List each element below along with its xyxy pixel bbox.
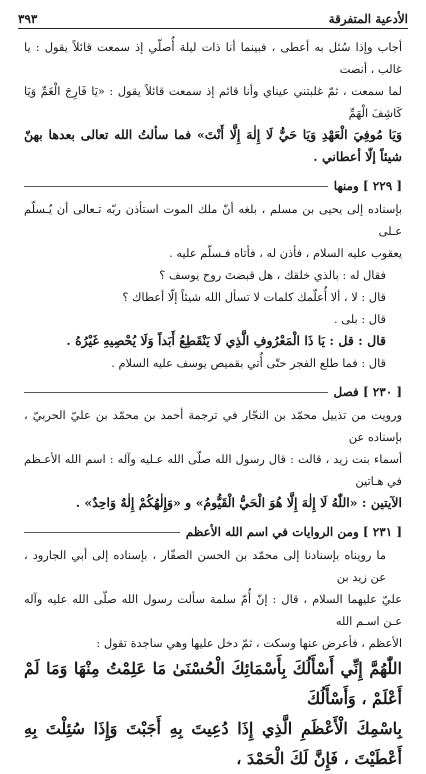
text-line: وَيَا مُوفِيَ الْعَهْدِ وَيَا حَيُّ لَا إِلٰهَ إِلَّا أَنْتَ» فما سألتُ الله تعالى بعدها بهنّ شيئاً إلّا أعطاني . bbox=[24, 127, 402, 164]
heading-label: [ ٢٣٠ ] فصل bbox=[333, 385, 402, 399]
text-line: الآيتين : «اللّٰهُ لَا إِلٰهَ إِلَّا هُوَ الْحَيُّ الْقَيُّومُ» و «وَإِلٰهُكُمْ إِلٰهٌ وَاحِدٌ» . bbox=[75, 495, 402, 510]
heading-label: [ ٢٣١ ] ومن الروايات في اسم الله الأعظم bbox=[185, 525, 402, 539]
page-number: ٣٩٣ bbox=[18, 12, 38, 26]
section-heading-231 bbox=[24, 520, 402, 544]
text-line: قال : فما طلع الفجر حتّى أُتي بقميص يوسف عليه السلام . bbox=[111, 356, 386, 370]
text-line: ما رويناه بإسنادنا إلى محمّد بن الحسن الصفّار ، بإسناده إلى أبي الجارود ، عن زيد بن bbox=[24, 548, 386, 584]
text-line: بإسناده إلى يحيى بن مسلم ، بلغه أنّ ملك الموت استأذن ربّه تـعالى أن يُـسلّم عـلى bbox=[24, 202, 402, 238]
heading-rule bbox=[24, 186, 328, 187]
text-line: قال : بلى . bbox=[334, 312, 386, 326]
text-line: أسماء بنت زيد ، قالت : قال رسول الله صلّى الله عـليه وآله : اسم الله الأعـظم في هـاتين bbox=[24, 452, 402, 488]
text-line: قال : قل : يَا ذَا الْمَعْرُوفِ الَّذِي لَا يَنْقَطِعُ أَبَداً وَلَا يُحْصِيهِ غَيْرُهُ . bbox=[66, 333, 386, 348]
page-header bbox=[18, 6, 408, 26]
text-line: قال : لا ، ألا أُعلّمك كلمات لا تسأل الله شيئاً إلّا أعطاك ؟ bbox=[122, 290, 386, 304]
heading-label: [ ٢٢٩ ] ومنها bbox=[333, 179, 402, 193]
text-line: فقال له : بالذي خلقك ، هل قبضتَ روح يوسف ؟ bbox=[159, 268, 386, 282]
heading-rule bbox=[24, 532, 180, 533]
heading-rule bbox=[24, 392, 328, 393]
text-line: الأعظم ، فأعرض عنها وسكت ، ثمّ دخل عليها وهي ساجدة تقول : bbox=[96, 636, 402, 650]
text-line: يعقوب عليه السلام ، فأذن له ، فأتاه فـسلّم عليه . bbox=[169, 246, 402, 260]
text-line: لما سمعت ، ثمّ غلبتني عيناي وأنا قائم إذ سمعت قائلاً يقول : «يَا فَارِجَ الْغَمِّ وَيَا كَاشِفَ الْهَمِّ bbox=[24, 84, 402, 120]
text-line: ورويت من تذييل محمّد بن النجّار في ترجمة أحمد بن محمّد بن عليّ الحربيّ ، بإسناده عن bbox=[24, 408, 402, 444]
text-line: عليّ عليهما السلام ، قال : إنّ أُمّ سلمة سألت رسول الله صلّى الله عليه وآله عـن اسـم الله bbox=[24, 592, 402, 628]
text-line: أجاب وإذا سُئل به أعطى ، فبينما أنا ذات ليلة أُصلّي إذ سمعت قائلاً يقول : يا غالب ، أنصت bbox=[24, 40, 402, 76]
section-heading-230 bbox=[24, 380, 402, 404]
supplication-line: اللّٰهُمَّ إِنِّي أَسْأَلُكَ بِأَسْمَائِكَ الْحُسْنَىٰ مَا عَلِمْتُ مِنْهَا وَمَا لَمْ أَعْلَمْ ، وَأَسْأَلُكَ bbox=[24, 659, 402, 708]
supplication-line: بِاسْمِكَ الْأَعْظَمِ الَّذِي إِذَا دُعِيتَ بِهِ أَجَبْتَ وَإِذَا سُئِلْتَ بِهِ أَعْطَيْتَ ، فَإِنَّ لَكَ الْحَمْدَ ، bbox=[24, 719, 402, 768]
page-body bbox=[24, 36, 402, 774]
running-title: الأدعية المتفرقة bbox=[328, 12, 408, 26]
section-heading-229 bbox=[24, 174, 402, 198]
header-rule bbox=[18, 28, 408, 29]
